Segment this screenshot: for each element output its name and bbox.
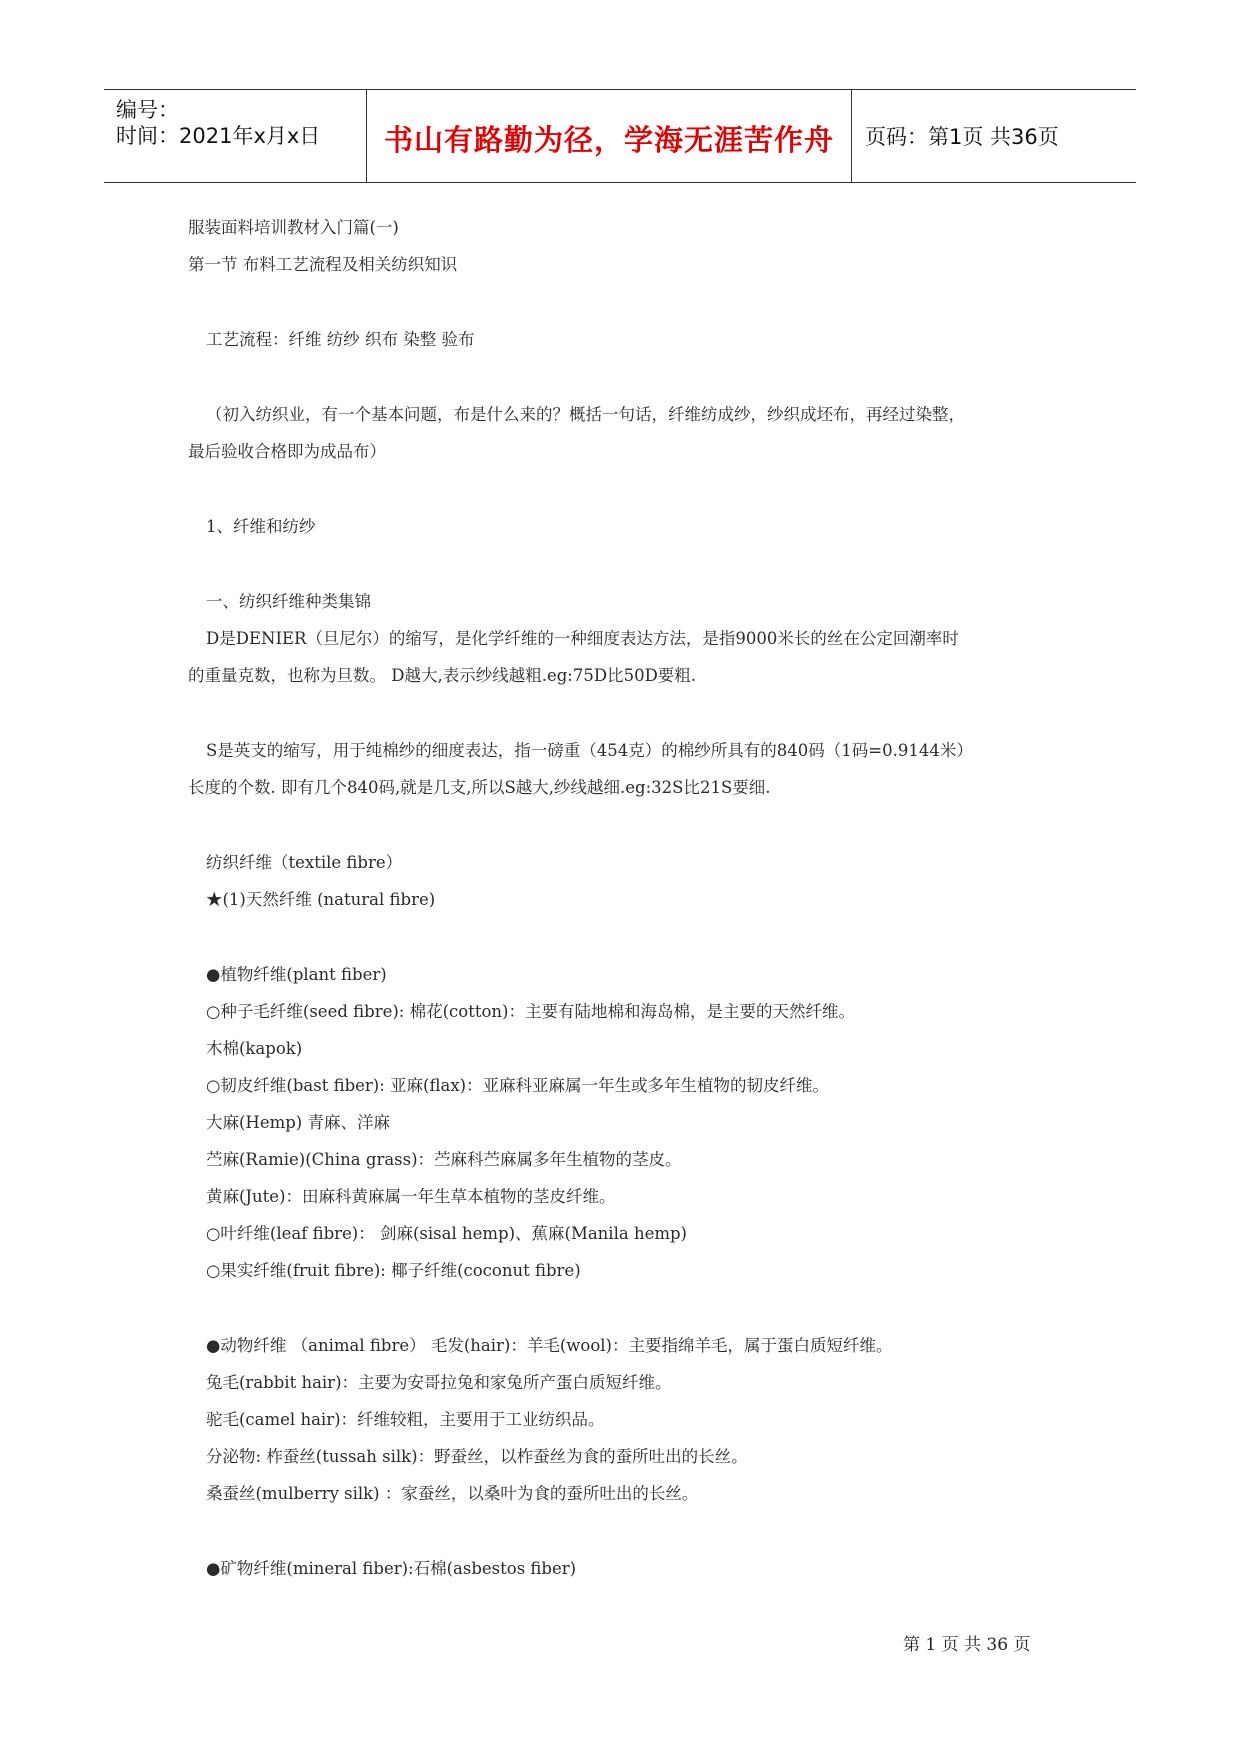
- paragraph-line: 最后验收合格即为成品布）: [188, 442, 386, 461]
- list-item: 桑蚕丝(mulberry silk) ：家蚕丝，以桑叶为食的蚕所吐出的长丝。: [206, 1484, 699, 1503]
- page-header: [104, 89, 1136, 183]
- subheading: 一、纺织纤维种类集锦: [206, 592, 371, 611]
- list-item: ○叶纤维(leaf fibre)： 剑麻(sisal hemp)、蕉麻(Manila hemp): [206, 1224, 687, 1243]
- list-item: ○种子毛纤维(seed fibre): 棉花(cotton)：主要有陆地棉和海岛棉，是主要的天然纤维。: [206, 1002, 855, 1021]
- paragraph-line: （初入纺织业，有一个基本问题，布是什么来的？概括一句话，纤维纺成纱，纱织成坯布，再经过染整，: [206, 405, 965, 424]
- list-item: 大麻(Hemp) 青麻、洋麻: [206, 1113, 390, 1132]
- header-left-cell: [104, 90, 367, 182]
- page-footer: 第 1 页 共 36 页: [903, 1635, 1031, 1655]
- list-item: 木棉(kapok): [206, 1039, 303, 1058]
- list-item: 苎麻(Ramie)(China grass)：苎麻科苎麻属多年生植物的茎皮。: [206, 1150, 682, 1169]
- list-item: 兔毛(rabbit hair)：主要为安哥拉兔和家兔所产蛋白质短纤维。: [206, 1373, 672, 1392]
- list-item: ●植物纤维(plant fiber): [206, 965, 387, 984]
- paragraph-line: 长度的个数. 即有几个840码,就是几支,所以S越大,纱线越细.eg:32S比21S要细.: [188, 778, 771, 797]
- list-heading: 纺织纤维（textile fibre）: [206, 853, 403, 872]
- list-item: ●动物纤维 （animal fibre） 毛发(hair)：羊毛(wool)：主要指绵羊毛，属于蛋白质短纤维。: [206, 1336, 893, 1355]
- time-label: 时间：2021年x月x日: [116, 124, 321, 148]
- list-item: 分泌物: 柞蚕丝(tussah silk)：野蚕丝，以柞蚕丝为食的蚕所吐出的长丝。: [206, 1447, 748, 1466]
- list-item: ○韧皮纤维(bast fiber): 亚麻(flax)：亚麻科亚麻属一年生或多年生植物的韧皮纤维。: [206, 1076, 830, 1095]
- paragraph-line: S是英支的缩写，用于纯棉纱的细度表达，指一磅重（454克）的棉纱所具有的840码（1码=0.9144米）: [206, 741, 973, 760]
- list-item: 黄麻(Jute)：田麻科黄麻属一年生草本植物的茎皮纤维。: [206, 1187, 616, 1206]
- motto: 书山有路勤为径，学海无涯苦作舟: [383, 123, 834, 157]
- paragraph-line: 工艺流程：纤维 纺纱 织布 染整 验布: [206, 330, 475, 349]
- page-code: 页码：第1页 共36页: [865, 125, 1059, 149]
- doc-title: 服装面料培训教材入门篇(一): [188, 218, 399, 237]
- section-heading: 第一节 布料工艺流程及相关纺织知识: [188, 255, 458, 274]
- subheading: 1、纤维和纺纱: [206, 517, 316, 536]
- list-item: 驼毛(camel hair)：纤维较粗，主要用于工业纺织品。: [206, 1410, 605, 1429]
- paragraph-line: 的重量克数，也称为旦数。 D越大,表示纱线越粗.eg:75D比50D要粗.: [188, 666, 697, 685]
- header-right-cell: [853, 90, 1136, 182]
- number-label: 编号：: [116, 98, 179, 122]
- list-item: ●矿物纤维(mineral fiber):石棉(asbestos fiber): [206, 1559, 577, 1578]
- list-item: ○果实纤维(fruit fibre): 椰子纤维(coconut fibre): [206, 1261, 581, 1280]
- list-item: ★(1)天然纤维 (natural fibre): [206, 890, 436, 909]
- header-middle-cell: [367, 90, 852, 182]
- paragraph-line: D是DENIER（旦尼尔）的缩写，是化学纤维的一种细度表达方法，是指9000米长的丝在公定回潮率时: [206, 629, 959, 648]
